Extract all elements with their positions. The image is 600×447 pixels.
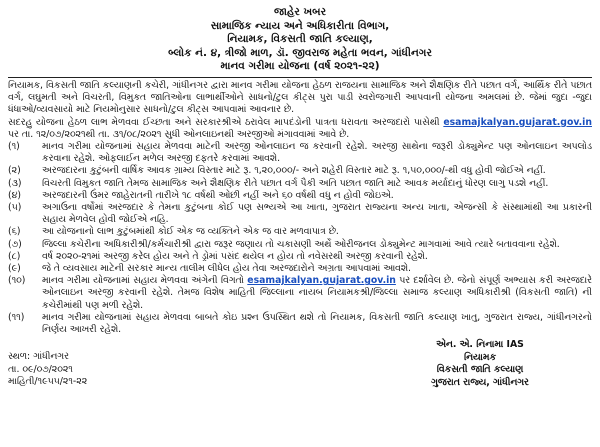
- condition-item: [8, 312, 592, 336]
- notice-header: [8, 6, 592, 74]
- condition-item: [8, 178, 592, 190]
- condition-number: (૫): [8, 202, 22, 213]
- condition-item: [8, 251, 592, 263]
- condition-number: (૪): [8, 189, 22, 201]
- condition-text: [42, 312, 592, 336]
- condition-text-start: વિચરતી વિમુકત જાતિ તેમજ સામાજિક અને શૈક્ષણિક રીતે પછાત વર્ગ પૈકી અતિ પછાત જાતિ માટે આવક મર્યાદાનું ધોરણ લાગુ પડશે નહીં.: [42, 177, 549, 189]
- condition-number: (૮): [8, 250, 21, 262]
- condition-text: [42, 190, 592, 202]
- condition-text: [42, 178, 592, 190]
- condition-item: [8, 202, 592, 226]
- portal-link[interactable]: esamajkalyan.gujarat.gov.in: [247, 275, 396, 287]
- condition-item: [8, 263, 592, 275]
- conditions-list: [8, 141, 592, 336]
- public-notice: [8, 6, 592, 434]
- condition-text: [42, 202, 592, 226]
- condition-text: [42, 165, 592, 177]
- condition-number: (૬): [8, 226, 21, 238]
- office-name: નિયામક, વિકસતી જાતિ કલ્યાણ,: [227, 33, 373, 46]
- condition-text-start: અરજદારના કુટુંબની વાર્ષિક આવક ગ્રામ્ય વિસ્તાર માટે રૂ. ૧,૨૦,૦૦૦/- અને શહેરી વિસ્તાર માટે રૂ. ૧,૫૦,૦૦૦/-થી વધુ હોવી જોઈએ નહીં.: [42, 165, 546, 177]
- condition-number: (૭): [8, 238, 22, 250]
- condition-number: (૨): [8, 165, 21, 177]
- condition-item: [8, 226, 592, 238]
- condition-text-start: અગાઉના વર્ષોમાં અરજદાર કે તેમના કુટુંબના કોઈ પણ સભ્યએ આ ખાતા, ગુજરાત રાજ્યના અન્ય ખાતા, એજન્સી કે સંસ્થામાંથી આ પ્રકારની સહાય મેળવેલ હોવી જોઈએ નહિ.: [42, 202, 592, 226]
- condition-number: (૩): [8, 177, 22, 189]
- condition-text-start: આ યોજનાનો લાભ કુટુંબમાંથી કોઈ એક જ વ્યક્તિને એક જ વાર મળવાપાત્ર છે.: [42, 226, 339, 238]
- condition-text-start: જે તે વ્યવસાય માટેની સરકાર માન્ય તાલીમ લીધેલ હોય તેવા અરજદારોને અગ્રતા આપવામાં આવશે.: [42, 263, 411, 275]
- condition-item: [8, 239, 592, 251]
- application-paragraph: [8, 117, 592, 141]
- signatory-block: [400, 339, 560, 389]
- application-text-start: સદરહુ યોજના હેઠળ લાભ મેળવવા ઈચ્છતા અને સરકારશ્રીએ ઠરાવેલ માપદંડોની પાત્રતા ધરાવતા અરજદારો પાસેથી: [8, 116, 440, 128]
- application-text-end: પર તા. ૧૨/૦૭/૨૦૨૧થી તા. ૩૧/૦૮/૨૦૨૧ સુધી ઓનલાઇનથી અરજીઓ મંગાવવામાં આવે છે.: [8, 128, 350, 140]
- condition-text: [42, 263, 592, 275]
- condition-number: (૧૦): [8, 275, 26, 287]
- notice-title: જાહેર ખબર: [273, 6, 327, 18]
- header-divider: [8, 77, 592, 78]
- condition-item: [8, 165, 592, 177]
- condition-number: (૯): [8, 263, 21, 275]
- condition-text: [42, 239, 592, 251]
- condition-text: [42, 251, 592, 263]
- condition-item: [8, 190, 592, 202]
- intro-paragraph: નિયામક, વિકસતી જાતિ કલ્યાણની કચેરી, ગાંધીનગર દ્વારા માનવ ગરીમા યોજના હેઠળ રાજયના સામાજિક અને શૈક્ષણિક રીતે પછાત વર્ગ, આર્થિક રીતે પછાત વર્ગ, લઘુમતી અને વિચરતી, વિમુકત જાતિઓના લાભાર્થીઓને સાધનો/ટુલ કીટ્સ પુરા પાડી સ્વરોજગારી આપવાની યોજના અમલમાં છે. જેમાં જુદા -જુદા ધંધાઓ/વ્યવસાયો માટે નિયમોનુસાર સાધનો/ટુલ કીટ્સ આપવામાં આવનાર છે.: [8, 79, 592, 116]
- condition-number: (૧૧): [8, 311, 25, 323]
- signatory-state: ગુજરાત રાજ્ય, ગાંધીનગર: [431, 376, 529, 388]
- portal-link[interactable]: esamajkalyan.gujarat.gov.in: [443, 116, 592, 128]
- signatory-department: વિકસતી જાતિ કલ્યાણ: [436, 364, 524, 376]
- footer-left-block: [8, 351, 87, 389]
- condition-text-start: અરજદારની ઉંમર જાહેરાતની તારીખે ૧૮ વર્ષથી ઓછી નહીં અને ૬૦ વર્ષથી વધુ ન હોવી જોઇએ.: [42, 189, 394, 201]
- condition-number: (૧): [8, 140, 20, 152]
- condition-text-start: માનવ ગરીમા યોજનામાં સહાય મેળવવા અંગેની વિગતો: [42, 275, 245, 287]
- condition-text-end: પર દર્શાવેલ છે. જેનો સંપૂર્ણ અભ્યાસ કરી અરજદારે ઓનલાઇન અરજી કરવાની રહેશે. તેમજ વિશેષ માહિતી જિલ્લાના નાયબ નિયામકશ્રી/જિલ્લા સમાજ કલ્યાણ અધિકારીશ્રી (વિકસતી જાતિ) ની કચેરીમાંથી પણ મળી રહેશે.: [42, 275, 592, 311]
- department-name: સામાજિક ન્યાય અને અધિકારીતા વિભાગ,: [210, 19, 390, 32]
- office-address: બ્લોક નં. ૪, ત્રીજો માળ, ડૉ. જીવરાજ મહેતા ભવન, ગાંધીનગર: [168, 46, 432, 59]
- condition-text-start: વર્ષ ૨૦૨૦-૨૧માં અરજી કરેલ હોય અને તે ડ્રોમાં પસંદ થયેલ ન હોય તો નવેસરથી અરજી કરવાની રહેશે.: [42, 250, 428, 262]
- scheme-name: માનવ ગરીમા યોજના (વર્ષ ૨૦૨૧-૨૨): [220, 60, 380, 73]
- notice-footer: [8, 339, 592, 401]
- condition-text-start: જિલ્લા કચેરીના અધિકારીશ્રી/કર્મચારીશ્રી દ્વારા જરૂર જણાય તો ચકાસણી અર્થે ઓરીજનલ ડોક્યુમેન્ટ માગવામાં આવે ત્યારે બતાવવાના રહેશે.: [42, 238, 560, 250]
- place-text: સ્થળ: ગાંધીનગર: [8, 351, 69, 363]
- condition-text-start: માનવ ગરીમા યોજનામાં સહાય મેળવવા બાબતે કોઇ પ્રશ્ન ઉપસ્થિત થશે તો નિયામક, વિકસતી જાતિ કલ્યાણ ખાતુ, ગુજરાત રાજ્ય, ગાંધીનગરનો નિર્ણય આખરી રહેશે.: [42, 311, 592, 336]
- condition-text: [42, 275, 592, 312]
- info-number-text: માહિતી/૧૯૫૫/૨૧-૨૨: [8, 376, 88, 388]
- condition-text: [42, 226, 592, 238]
- date-text: તા. ૦૯/૦૭/૨૦૨૧: [8, 363, 73, 375]
- signatory-designation: નિયામક: [463, 351, 497, 363]
- signatory-name: એન. એ. નિનામા IAS: [436, 339, 524, 351]
- condition-item: [8, 275, 592, 312]
- condition-text: [42, 141, 592, 165]
- condition-text-start: માનવ ગરીમા યોજનામાં સહાય મેળવવા માટેની અરજી ઓનલાઇન જ કરવાની રહેશે. અરજી સાથેના જરૂરી ડોક્યુમેન્ટ પણ ઓનલાઇન અપલોડ કરવાના રહેશે. ઓફલાઈન મળેલ અરજી દફતરે કરવામાં આવશે.: [42, 140, 592, 165]
- condition-item: [8, 141, 592, 165]
